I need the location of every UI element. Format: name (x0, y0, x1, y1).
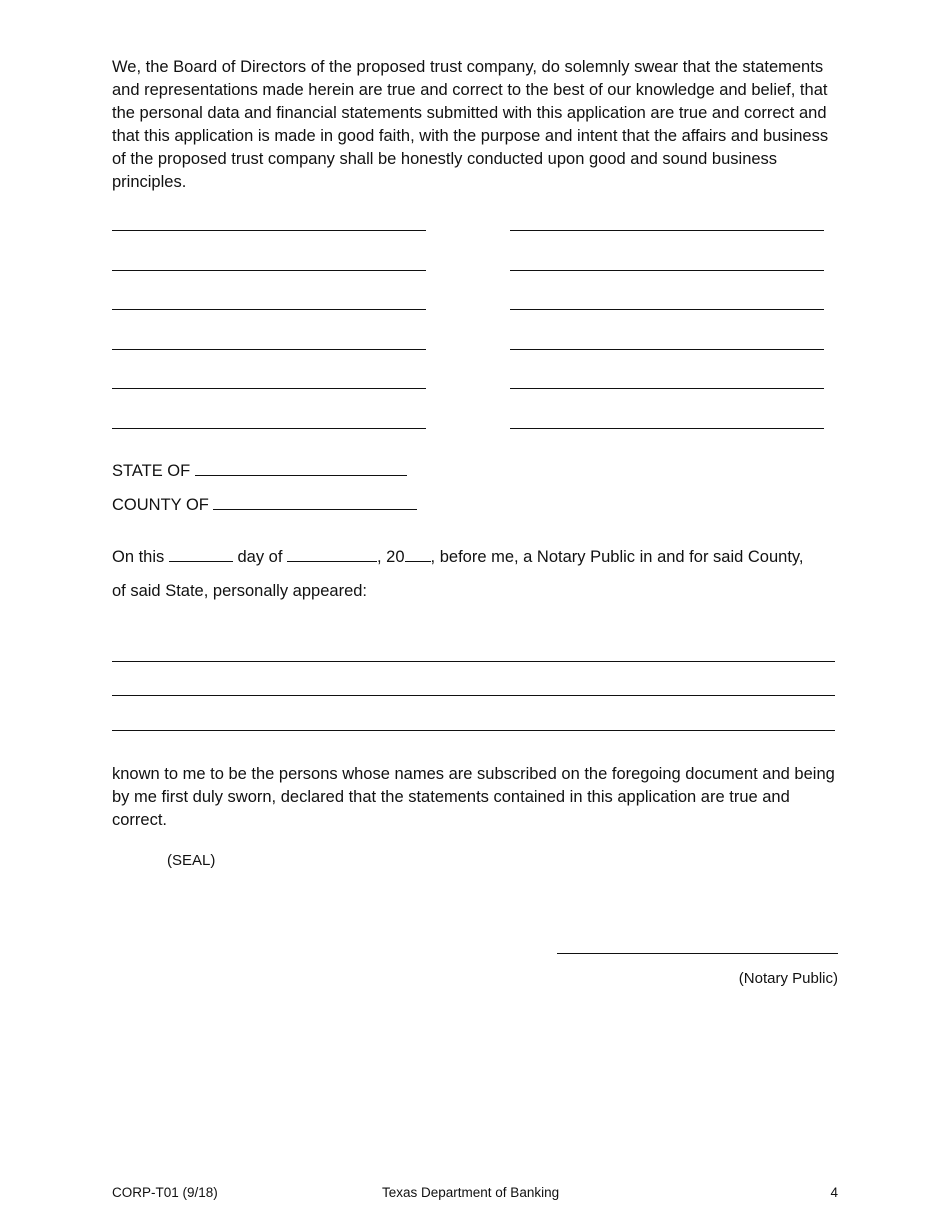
state-of-label: STATE OF (112, 462, 191, 480)
notary-intro-line (112, 547, 804, 567)
director-signature-line[interactable] (112, 270, 426, 271)
appearing-person-line[interactable] (112, 695, 835, 696)
seal-label: (SEAL) (167, 852, 216, 869)
footer-agency: Texas Department of Banking (382, 1185, 560, 1200)
director-signature-line[interactable] (510, 270, 824, 271)
footer-form-id: CORP-T01 (9/18) (112, 1185, 218, 1200)
appearing-person-line[interactable] (112, 730, 835, 731)
director-signature-line[interactable] (510, 349, 824, 350)
director-signature-line[interactable] (112, 230, 426, 231)
footer-page-number: 4 (830, 1185, 838, 1200)
month-field[interactable] (287, 547, 377, 562)
director-signature-line[interactable] (112, 388, 426, 389)
state-of-field[interactable] (195, 461, 407, 476)
county-of-field[interactable] (213, 495, 417, 510)
day-field[interactable] (169, 547, 233, 562)
notary-public-label: (Notary Public) (738, 970, 838, 987)
state-of-row (112, 461, 407, 481)
director-signature-line[interactable] (510, 388, 824, 389)
before-me-label: , before me, a Notary Public in and for said County, (430, 548, 804, 566)
year-field[interactable] (405, 547, 431, 562)
county-of-label: COUNTY OF (112, 496, 209, 514)
appearing-person-line[interactable] (112, 661, 835, 662)
year-prefix-label: , 20 (377, 548, 405, 566)
personally-appeared-line: of said State, personally appeared: (112, 582, 368, 600)
county-of-row (112, 495, 417, 515)
director-signature-line[interactable] (510, 230, 824, 231)
director-signature-line[interactable] (112, 428, 426, 429)
director-signature-line[interactable] (112, 349, 426, 350)
director-signature-line[interactable] (510, 428, 824, 429)
on-this-label: On this (112, 548, 165, 566)
director-signature-line[interactable] (510, 309, 824, 310)
affirmation-paragraph: known to me to be the persons whose names are subscribed on the foregoing document and being by me first duly sworn, declared that the statements contained in this application are true and correct. (112, 765, 835, 829)
oath-paragraph: We, the Board of Directors of the proposed trust company, do solemnly swear that the statements and representations made herein are true and correct to the best of our knowledge and belief, that the personal data and financial statements submitted with this application are true and correct and that this application is made in good faith, with the purpose and intent that the affairs and business of the proposed trust company shall be honestly conducted upon good and sound business principles. (112, 58, 829, 191)
day-of-label: day of (237, 548, 283, 566)
director-signature-line[interactable] (112, 309, 426, 310)
notary-signature-line[interactable] (557, 953, 838, 954)
